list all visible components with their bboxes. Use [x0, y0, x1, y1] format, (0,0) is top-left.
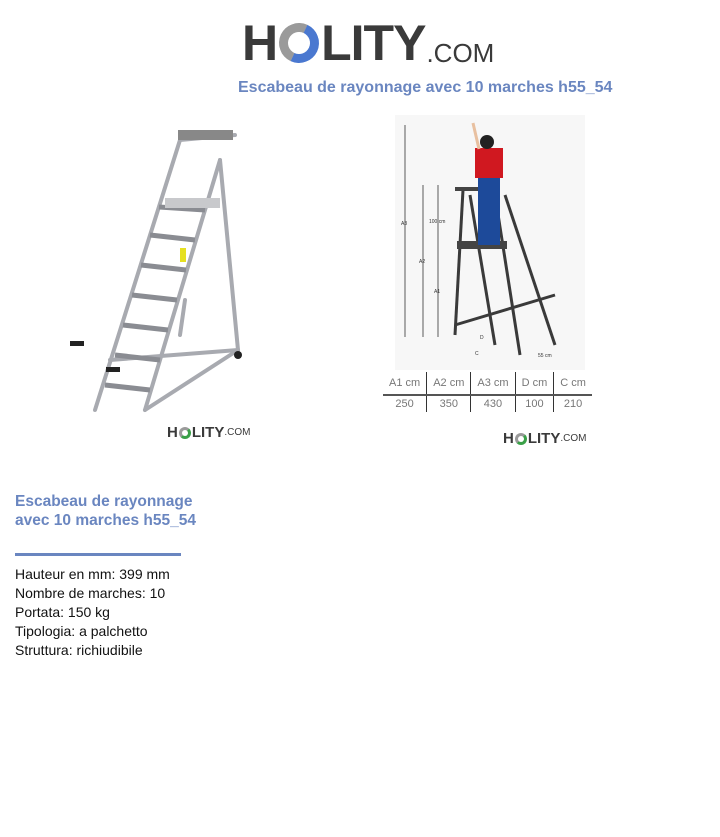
- spec-height: Hauteur en mm: 399 mm: [15, 566, 170, 582]
- spec-list: [15, 565, 170, 660]
- label-a3: A3: [401, 221, 408, 227]
- spec-steps: Nombre de marches: 10: [15, 585, 166, 601]
- value-c: 210: [554, 395, 592, 412]
- page-title: Escabeau de rayonnage avec 10 marches h55_54: [238, 79, 613, 96]
- logo-text: LITY: [321, 15, 426, 71]
- spec-type: Tipologia: a palchetto: [15, 623, 148, 639]
- product-title: Escabeau de rayonnage avec 10 marches h55_54: [15, 493, 196, 529]
- value-a2: 350: [427, 395, 471, 412]
- watermark-logo: H LITY .COM: [167, 424, 251, 441]
- ladder-photo: [60, 120, 260, 420]
- logo-suffix: .COM: [426, 38, 495, 68]
- svg-text:C: C: [475, 351, 479, 357]
- label-a2: A2: [419, 259, 426, 265]
- header-a1: A1 cm: [383, 372, 427, 395]
- svg-text:D: D: [480, 335, 484, 341]
- header-c: C cm: [554, 372, 592, 395]
- value-a1: 250: [395, 398, 414, 410]
- holity-logo: [242, 12, 495, 71]
- dimensions-table: [383, 372, 592, 412]
- value-d: 100: [515, 395, 554, 412]
- spec-structure: Struttura: richiudibile: [15, 642, 143, 658]
- logo-ring-icon: [179, 427, 191, 439]
- header-d: D cm: [515, 372, 554, 395]
- svg-text:55 cm: 55 cm: [538, 353, 552, 359]
- watermark-logo: H LITY .COM: [503, 430, 587, 447]
- svg-text:100 cm: 100 cm: [429, 219, 446, 225]
- logo-ring-icon: [515, 433, 527, 445]
- label-a1: A1: [434, 289, 441, 295]
- logo-letter-h: H: [242, 15, 278, 71]
- value-a3: 430: [471, 395, 515, 412]
- title-divider: [15, 553, 181, 556]
- dimension-diagram: [395, 115, 585, 370]
- logo-ring-icon: [273, 17, 324, 68]
- header-a2: A2 cm: [427, 372, 471, 395]
- header-a3: A3 cm: [471, 372, 515, 395]
- spec-capacity: Portata: 150 kg: [15, 604, 110, 620]
